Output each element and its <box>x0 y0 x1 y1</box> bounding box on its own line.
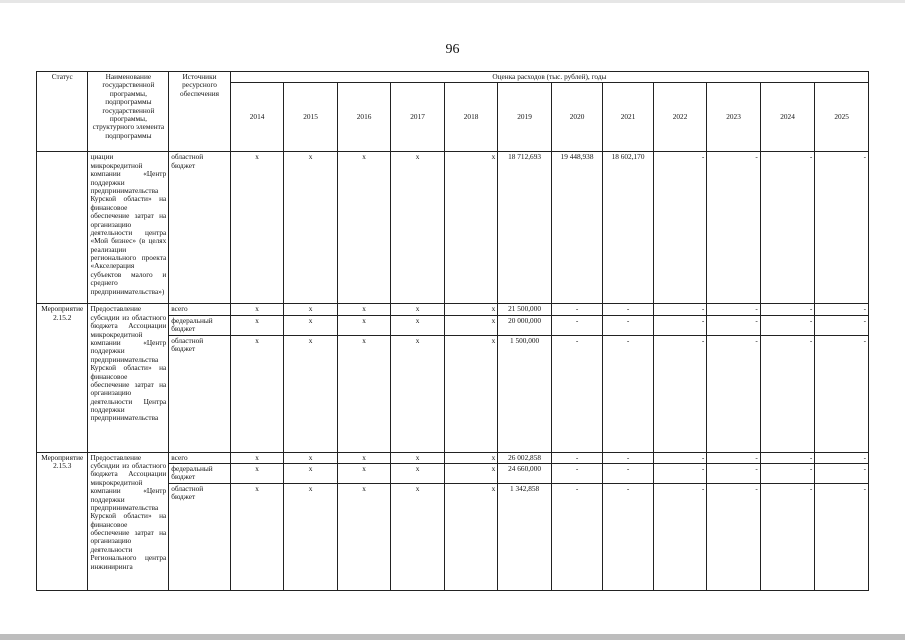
table-header <box>37 72 869 152</box>
scan-bottom-edge <box>0 634 905 640</box>
row-source: областной бюджет <box>169 335 231 452</box>
row-value: x <box>230 152 284 304</box>
row-value: x <box>391 452 445 463</box>
row-value: 18 712,693 <box>498 152 552 304</box>
row-value: - <box>760 304 815 315</box>
row-value: - <box>551 463 602 483</box>
row-value: x <box>230 463 284 483</box>
row-value: x <box>391 335 445 452</box>
header-year: 2018 <box>444 83 498 152</box>
row-value: x <box>284 152 338 304</box>
row-value: - <box>815 452 869 463</box>
row-value: x <box>284 315 338 335</box>
row-value: - <box>760 315 815 335</box>
row-value: x <box>284 483 338 590</box>
row-value: - <box>653 304 707 315</box>
row-value: - <box>653 463 707 483</box>
row-value: - <box>760 463 815 483</box>
row-value: 1 500,000 <box>498 335 552 452</box>
row-value: - <box>707 315 761 335</box>
row-value: x <box>444 335 498 452</box>
header-status: Статус <box>37 72 88 152</box>
row-value: x <box>337 335 391 452</box>
row-value: x <box>230 304 284 315</box>
row-value: x <box>230 483 284 590</box>
row-value: x <box>230 315 284 335</box>
row-value: - <box>603 315 653 335</box>
row-status: Мероприятие 2.15.3 <box>37 452 88 590</box>
row-value: 18 602,170 <box>603 152 653 304</box>
row-value: - <box>653 483 707 590</box>
row-value: - <box>760 152 815 304</box>
row-value: 26 002,858 <box>498 452 552 463</box>
row-value: - <box>653 335 707 452</box>
row-value: - <box>815 152 869 304</box>
row-value: - <box>815 463 869 483</box>
row-value: - <box>551 452 602 463</box>
row-value: x <box>337 483 391 590</box>
row-source: областной бюджет <box>169 483 231 590</box>
row-source: всего <box>169 304 231 315</box>
row-value: x <box>444 483 498 590</box>
row-value: x <box>230 335 284 452</box>
header-year: 2025 <box>815 83 869 152</box>
row-name: циации микрокредитной компании «Центр поддержки предпринимательства Курской области» на финансовое обеспечение затрат на организацию деятельности центра «Мой бизнес» (в целях реализации регионального проекта «Акселерация субъектов малого и среднего предпринимательства») <box>88 152 169 304</box>
budget-table <box>36 71 869 591</box>
header-year: 2024 <box>760 83 815 152</box>
header-year: 2023 <box>707 83 761 152</box>
header-year: 2017 <box>391 83 445 152</box>
row-value: - <box>603 463 653 483</box>
row-value: x <box>444 304 498 315</box>
header-estimate: Оценка расходов (тыс. рублей), годы <box>230 72 868 83</box>
row-value: x <box>444 452 498 463</box>
row-value: - <box>760 335 815 452</box>
row-value: x <box>230 452 284 463</box>
row-value: x <box>391 152 445 304</box>
row-name: Предоставление субсидии из областного бюджета Ассоциации микрокредитной компании «Центр поддержки предпринимательства Курской области» на финансовое обеспечение затрат на организацию деятельности Центра поддержки предпринимательства <box>88 304 169 452</box>
row-value: x <box>284 463 338 483</box>
header-year: 2021 <box>603 83 653 152</box>
row-source: всего <box>169 452 231 463</box>
row-value: - <box>707 452 761 463</box>
row-value: - <box>653 152 707 304</box>
table-row <box>37 304 869 315</box>
row-value: - <box>551 335 602 452</box>
header-year: 2014 <box>230 83 284 152</box>
row-value: - <box>653 315 707 335</box>
row-name: Предоставление субсидии из областного бюджета Ассоциации микрокредитной компании «Центр поддержки предпринимательства Курской области» на финансовое обеспечение затрат на организацию деятельности Регионального центра инжиниринга <box>88 452 169 590</box>
table-body <box>37 152 869 590</box>
header-year: 2016 <box>337 83 391 152</box>
row-value: 21 500,000 <box>498 304 552 315</box>
row-value: - <box>551 483 602 590</box>
page-number: 96 <box>445 42 460 57</box>
header-source: Источники ресурсного обеспечения <box>169 72 231 152</box>
row-value: - <box>815 483 869 590</box>
header-year: 2015 <box>284 83 338 152</box>
row-value: 24 660,000 <box>498 463 552 483</box>
row-value: - <box>707 304 761 315</box>
row-value: - <box>707 152 761 304</box>
row-value: x <box>337 315 391 335</box>
row-value: - <box>815 304 869 315</box>
row-value: - <box>760 452 815 463</box>
row-value: x <box>391 463 445 483</box>
row-value: x <box>337 304 391 315</box>
row-value: - <box>603 483 653 590</box>
scan-top-edge <box>0 0 905 3</box>
row-value: x <box>391 315 445 335</box>
row-value: x <box>444 315 498 335</box>
row-source: федеральный бюджет <box>169 315 231 335</box>
row-value: x <box>284 335 338 452</box>
row-value: - <box>707 463 761 483</box>
row-value: - <box>551 315 602 335</box>
row-value: x <box>444 463 498 483</box>
row-value: - <box>603 335 653 452</box>
row-value: x <box>391 304 445 315</box>
row-source: областной бюджет <box>169 152 231 304</box>
row-value: - <box>760 483 815 590</box>
row-value: - <box>707 335 761 452</box>
row-value: - <box>551 304 602 315</box>
row-status <box>37 152 88 304</box>
row-value: x <box>337 463 391 483</box>
row-value: 20 000,000 <box>498 315 552 335</box>
row-value: - <box>707 483 761 590</box>
row-value: x <box>444 152 498 304</box>
row-value: 1 342,858 <box>498 483 552 590</box>
row-value: x <box>284 452 338 463</box>
row-value: - <box>603 304 653 315</box>
row-value: - <box>815 315 869 335</box>
row-value: x <box>337 152 391 304</box>
row-value: x <box>391 483 445 590</box>
row-source: федеральный бюджет <box>169 463 231 483</box>
table-row <box>37 452 869 463</box>
header-year: 2019 <box>498 83 552 152</box>
header-year: 2020 <box>551 83 602 152</box>
row-value: - <box>815 335 869 452</box>
row-value: x <box>337 452 391 463</box>
header-year: 2022 <box>653 83 707 152</box>
row-value: - <box>603 452 653 463</box>
row-value: 19 448,938 <box>551 152 602 304</box>
row-value: x <box>284 304 338 315</box>
row-status: Мероприятие 2.15.2 <box>37 304 88 452</box>
table-row <box>37 152 869 304</box>
header-name: Наименование государственной программы, подпрограммы государственной программы, структурного элемента подпрограммы <box>88 72 169 152</box>
row-value: - <box>653 452 707 463</box>
